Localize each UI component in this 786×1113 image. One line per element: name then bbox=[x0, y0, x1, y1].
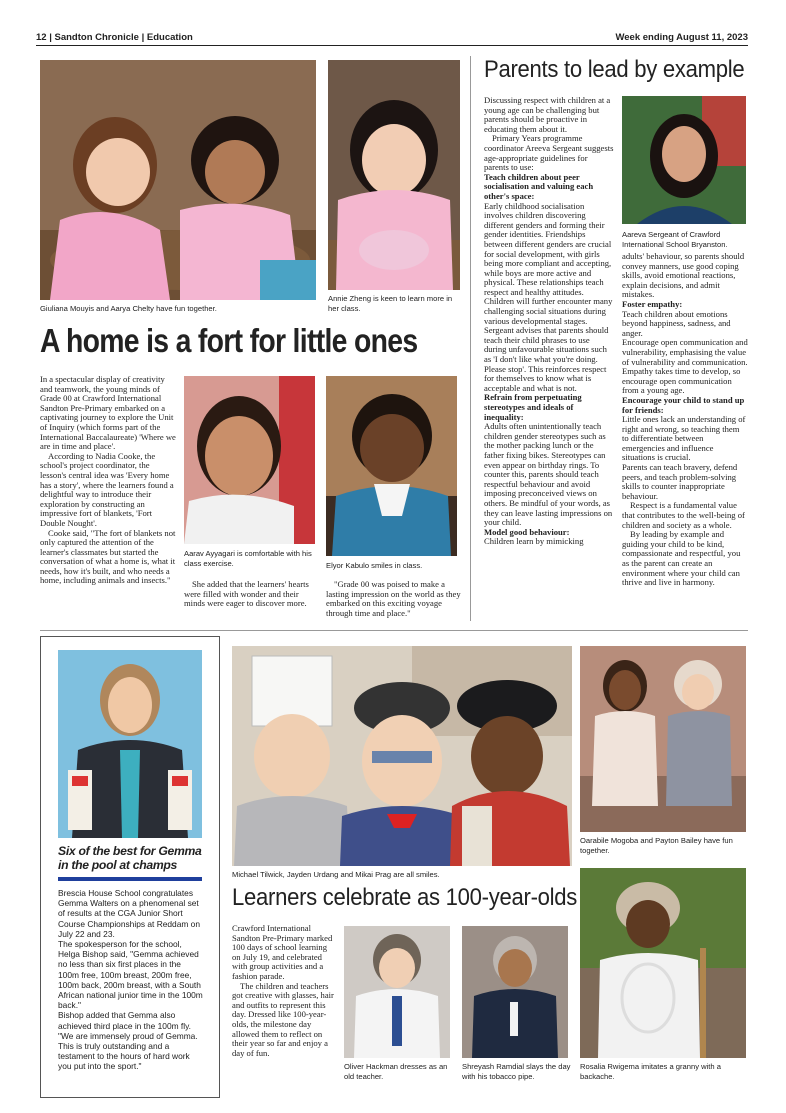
photo-rosalia-rwigema bbox=[580, 868, 746, 1058]
headline-home-fort: A home is a fort for little ones bbox=[40, 322, 418, 359]
paragraph: Adults often unintentionally teach children gender stereotypes such as the mother packing lunch or the father fixing bikes. Stereotypes can even appear on birthday rings. To counter this, parents should teach respectful behaviour and avoid imposing preconceived views on others. Be mindful of your words, as they can leave lasting impressions on your child. bbox=[484, 421, 613, 528]
photo-caption: Aareva Sergeant of Crawford International School Bryanston. bbox=[622, 230, 728, 249]
headline-underline bbox=[58, 877, 202, 881]
paragraph: The spokesperson for the school, Helga Bishop said, "Gemma achieved no less than six first places in the 100m free, 100m breast, 200m free, 100m back, 200m breast, with a South African national junior time in the 100m back." bbox=[58, 939, 203, 1011]
paragraph: Teach children about emotions beyond happiness, sadness, and anger. bbox=[622, 308, 731, 338]
paragraph: The children and teachers got creative with glasses, hair and outfits to represent this day. Dressed like 100-year-olds, the milestone day allowed them to reflect on their year so far and enjoy a day of fun. bbox=[232, 980, 334, 1058]
photo-caption: Aarav Ayyagari is comfortable with his class exercise. bbox=[184, 549, 312, 568]
paragraph: Brescia House School congratulates Gemma Walters on a phenomenal set of results at the CGA Junior Short Course Championships at Reddam on July 22 and 23. bbox=[58, 888, 200, 939]
photo-caption: Elyor Kabulo smiles in class. bbox=[326, 561, 423, 570]
gemma-headline-line1: Six of the best for Gemma bbox=[58, 844, 202, 858]
paragraph: Primary Years programme coordinator Areeva Sergeant suggests age-appropriate guidelines for parents to use: bbox=[484, 133, 614, 173]
story-column-1 bbox=[40, 375, 176, 586]
gemma-body bbox=[58, 888, 204, 1072]
photo-three-boys bbox=[232, 646, 572, 866]
paragraph: Parents can teach bravery, defend peers, and teach problem-solving skills to counter inappropriate behaviour. bbox=[622, 462, 738, 501]
paragraph: adults' behaviour, so parents should convey manners, use good coping skills, avoid emotional reactions, explain decisions, and admit mistakes. bbox=[622, 251, 745, 300]
parents-column-2 bbox=[622, 252, 748, 588]
photo-caption: Annie Zheng is keen to learn more in her class. bbox=[328, 294, 453, 313]
photo-aarav-ayyagari bbox=[184, 376, 315, 544]
subhead: Refrain from perpetuating stereotypes and ideals of inequality: bbox=[484, 392, 582, 422]
paragraph: Early childhood socialisation involves children discovering different genders and forming their gender identities. Friendships between different genders are crucial for social development, with girls being more compliant and accepting, while boys are more active and physical. These relationships teach respect and healthy attitudes. bbox=[484, 200, 612, 297]
paragraph: "Grade 00 was poised to make a lasting impression on the world as they embarked on this exciting voyage through time and place." bbox=[326, 579, 461, 618]
story-column-3 bbox=[326, 580, 462, 618]
photo-caption: Michael Tilwick, Jayden Urdang and Mikai Prag are all smiles. bbox=[232, 870, 440, 879]
paragraph: Discussing respect with children at a young age can be challenging but parents should be proactive in educating them about it. bbox=[484, 95, 611, 134]
paragraph: By leading by example and guiding your child to be kind, compassionate and respectful, you as the parent can create an environment where your child can thrive and live in harmony. bbox=[622, 529, 741, 588]
paragraph: Crawford International Sandton Pre-Primary marked 100 days of school learning on July 19, and celebrated with group activities and a fashion parade. bbox=[232, 923, 333, 981]
subhead: Model good behaviour: bbox=[484, 526, 570, 537]
paragraph: Respect is a fundamental value that contributes to the well-being of children and society as a whole. bbox=[622, 500, 745, 530]
issue-date: Week ending August 11, 2023 bbox=[615, 32, 748, 43]
photo-caption: Oarabile Mogoba and Payton Bailey have fun together. bbox=[580, 836, 733, 855]
paragraph: Bishop added that Gemma also achieved third place in the 100m fly. "We are immensely proud of Gemma. This is truly outstanding and a testament to the hours of hard work you put into the sport." bbox=[58, 1010, 198, 1072]
photo-caption: Oliver Hackman dresses as an old teacher. bbox=[344, 1062, 448, 1081]
page-header bbox=[36, 30, 748, 46]
paragraph: Children learn by mimicking bbox=[484, 536, 584, 547]
page-folio: 12 | Sandton Chronicle | Education bbox=[36, 32, 193, 43]
photo-caption: Shreyash Ramdial slays the day with his tobacco pipe. bbox=[462, 1062, 571, 1081]
headline-learners: Learners celebrate as 100-year-olds bbox=[232, 884, 578, 911]
subhead: Foster empathy: bbox=[622, 298, 683, 309]
photo-elyor-kabulo bbox=[326, 376, 457, 556]
paragraph: Encourage open communication and vulnerability, emphasising the value of vulnerability and communication. Empathy takes time to develop, so encourage open communication from a young age. bbox=[622, 337, 748, 396]
photo-gemma-walters bbox=[58, 650, 202, 838]
paragraph: Cooke said, "The fort of blankets not only captured the attention of the learner's classmates but started the conversation of what a home is, what it needs, how it's built, and who needs a home, including animals and insects." bbox=[40, 527, 176, 586]
gemma-headline-line2: in the pool at champs bbox=[58, 857, 177, 872]
paragraph: According to Nadia Cooke, the school's project coordinator, the lesson's central idea was 'Every home has a story', where the learners found a delightful way to introduce their exploration by constructing an impressive fort of blankets, 'Fort Double Nought'. bbox=[40, 450, 174, 528]
headline-parents: Parents to lead by example bbox=[484, 56, 745, 83]
section-divider bbox=[40, 630, 748, 631]
photo-giuliana-aarya bbox=[40, 60, 316, 300]
learners-body bbox=[232, 924, 336, 1058]
paragraph: She added that the learners' hearts were filled with wonder and their minds were eager to discover more. bbox=[184, 579, 309, 609]
paragraph: Children will further encounter many challenging social situations during various developmental stages. Sergeant advises that parents should teach their child phrases to use during unfavourable situations such as 'I don't like what you're doing. Please stop'. This reinforces respect for themselves to know what is acceptable and what is not. bbox=[484, 296, 613, 393]
paragraph: Little ones lack an understanding of right and wrong, so teaching them to differentiate between emergencies and influence situations is crucial. bbox=[622, 414, 746, 463]
photo-caption: Giuliana Mouyis and Aarya Chelty have fun together. bbox=[40, 304, 217, 313]
photo-caption: Rosalia Rwigema imitates a granny with a backache. bbox=[580, 1062, 721, 1081]
gemma-headline bbox=[58, 845, 204, 872]
photo-shreyash-ramdial bbox=[462, 926, 568, 1058]
parents-column-1 bbox=[484, 96, 614, 547]
subhead: Teach children about peer socialisation and valuing each other's space: bbox=[484, 171, 594, 201]
subhead: Encourage your child to stand up for friends: bbox=[622, 394, 745, 415]
photo-oarabile-payton bbox=[580, 646, 746, 832]
photo-annie-zheng bbox=[328, 60, 460, 290]
paragraph: In a spectacular display of creativity and teamwork, the young minds of Grade 00 at Crawford International Sandton Pre-Primary embarked on a captivating journey to explore the Unit of Inquiry (which forms part of the International Baccalaureate) 'Where we are in time and place'. bbox=[40, 374, 176, 452]
story-column-2 bbox=[184, 580, 316, 609]
photo-oliver-hackman bbox=[344, 926, 450, 1058]
column-divider bbox=[470, 56, 471, 621]
photo-aareva-sergeant bbox=[622, 96, 746, 224]
